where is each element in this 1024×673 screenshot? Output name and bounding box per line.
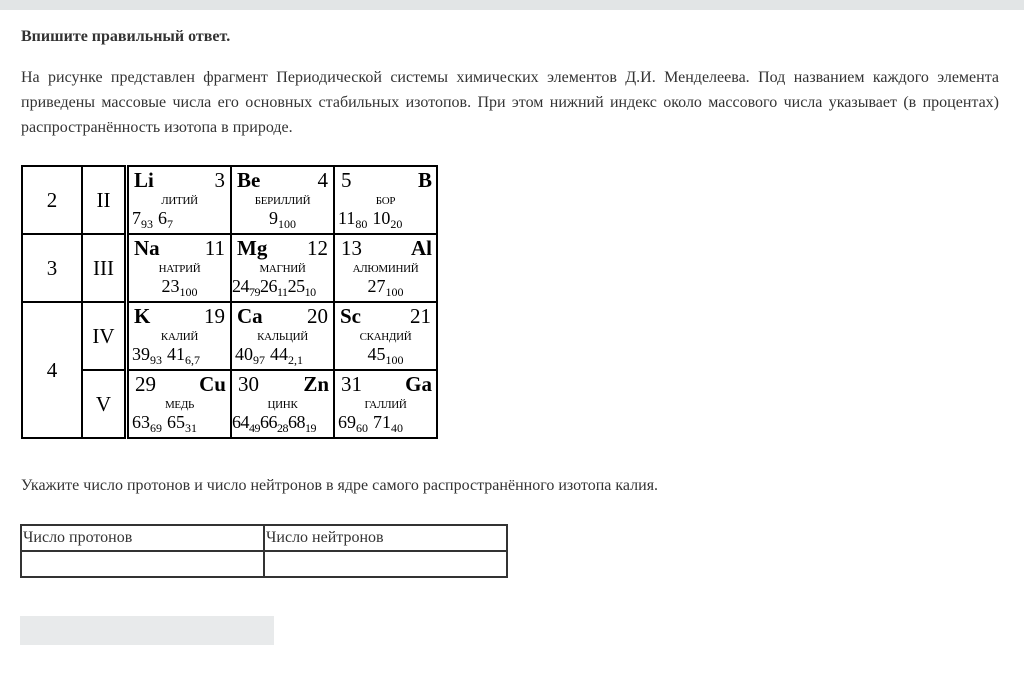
task-intro: На рисунке представлен фрагмент Периодической системы химических элементов Д.И. Менделеева. Под названием каждого элемента приведены массовые числа его основных стабильных изотопов. При этом нижний индекс около массового числа указывает (в процентах) распространённость изотопа в природе. (21, 69, 999, 136)
isotope-list (132, 344, 230, 368)
isotope (232, 276, 260, 299)
isotope (161, 276, 198, 299)
isotope-list (335, 276, 436, 300)
isotope-mass: 26 (260, 276, 277, 296)
row-cell: V (82, 370, 127, 438)
isotope-abundance: 11 (277, 285, 288, 299)
isotope-mass: 71 (373, 412, 391, 432)
isotope-mass: 39 (132, 344, 150, 364)
top-bar (0, 0, 1024, 10)
element-cell (334, 234, 437, 302)
isotope-mass: 68 (288, 412, 305, 432)
element-name: КАЛИЙ (160, 331, 199, 343)
isotope-mass: 40 (235, 344, 253, 364)
element-cell (127, 166, 232, 234)
element-name: БОР (375, 195, 396, 207)
isotope-list (232, 208, 333, 232)
isotope (287, 276, 316, 299)
atomic-number: 12 (307, 236, 328, 260)
isotope-mass: 44 (270, 344, 288, 364)
atomic-number: 20 (307, 304, 328, 328)
element-symbol: K (134, 304, 151, 328)
isotope (158, 208, 173, 231)
isotope-list (338, 412, 436, 436)
isotope-abundance: 7 (167, 217, 173, 231)
isotope-list (338, 208, 436, 232)
element-name: МАГНИЙ (259, 263, 306, 275)
isotope (373, 412, 403, 435)
isotope-abundance: 97 (253, 353, 265, 367)
element-cell (231, 166, 334, 234)
isotope-abundance: 40 (391, 421, 403, 435)
element-symbol: Ca (237, 304, 263, 328)
element-name: НАТРИЙ (158, 263, 201, 275)
isotope-mass: 25 (287, 276, 305, 296)
isotope (132, 208, 153, 231)
element-cell (127, 370, 232, 438)
neutrons-input[interactable] (266, 552, 510, 576)
element-name: АЛЮМИНИЙ (352, 263, 419, 275)
period-cell: 3 (22, 234, 82, 302)
protons-cell (21, 551, 264, 577)
isotope (167, 412, 197, 435)
answer-table (20, 524, 508, 578)
atomic-number: 31 (341, 372, 362, 396)
isotope-mass: 63 (132, 412, 150, 432)
element-name: СКАНДИЙ (359, 331, 412, 343)
isotope (132, 344, 162, 367)
isotope-abundance: 93 (150, 353, 162, 367)
element-name: МЕДЬ (164, 399, 195, 411)
atomic-number: 3 (214, 168, 225, 192)
isotope-mass: 65 (167, 412, 185, 432)
neutrons-header: Число нейтронов (264, 525, 507, 551)
element-name: ЦИНК (267, 399, 298, 411)
atomic-number: 21 (410, 304, 431, 328)
element-symbol: Ga (405, 372, 432, 396)
isotope-abundance: 19 (305, 421, 316, 435)
isotope-mass: 27 (367, 276, 386, 296)
isotope (132, 412, 162, 435)
isotope (269, 208, 296, 231)
isotope-mass: 69 (338, 412, 356, 432)
isotope-mass: 45 (367, 344, 386, 364)
element-symbol: Mg (237, 236, 268, 260)
isotope (288, 412, 316, 435)
isotope-list (132, 208, 230, 232)
isotope-abundance: 79 (249, 285, 260, 299)
isotope-mass: 24 (232, 276, 249, 296)
isotope-mass: 10 (372, 208, 391, 228)
isotope-abundance: 100 (278, 217, 296, 231)
element-cell (334, 302, 437, 370)
element-symbol: Al (411, 236, 432, 260)
element-symbol: Li (134, 168, 154, 192)
element-symbol: Be (237, 168, 261, 192)
isotope (260, 412, 288, 435)
isotope-abundance: 100 (179, 285, 198, 299)
isotope-abundance: 10 (304, 285, 316, 299)
isotope (338, 208, 368, 231)
isotope-list (232, 412, 333, 436)
element-symbol: Sc (340, 304, 361, 328)
isotope (338, 412, 368, 435)
period-cell: 4 (22, 302, 82, 438)
protons-input[interactable] (23, 552, 267, 576)
element-cell (127, 234, 232, 302)
isotope-mass: 23 (161, 276, 180, 296)
element-name: КАЛЬЦИЙ (257, 331, 308, 343)
isotope-list (232, 276, 333, 300)
question-text: Укажите число протонов и число нейтронов в ядре самого распространённого изотопа калия. (21, 477, 659, 494)
element-symbol: Zn (303, 372, 329, 396)
atomic-number: 30 (238, 372, 259, 396)
isotope (235, 344, 265, 367)
isotope (270, 344, 303, 367)
isotope-abundance: 93 (141, 217, 153, 231)
atomic-number: 4 (317, 168, 328, 192)
isotope-abundance: 2,1 (288, 353, 303, 367)
isotope-mass: 9 (269, 208, 278, 228)
isotope-list (335, 344, 436, 368)
submit-button[interactable] (20, 616, 274, 645)
isotope (367, 344, 404, 367)
isotope-mass: 66 (260, 412, 277, 432)
isotope-abundance: 28 (277, 421, 288, 435)
element-cell (334, 166, 437, 234)
isotope-mass: 7 (132, 208, 141, 228)
isotope-list (129, 276, 230, 300)
protons-header: Число протонов (21, 525, 264, 551)
isotope-list (132, 412, 230, 436)
isotope-mass: 11 (338, 208, 356, 228)
periodic-table-fragment (21, 165, 438, 439)
element-name: БЕРИЛЛИЙ (254, 195, 311, 207)
element-cell (231, 370, 334, 438)
isotope (232, 412, 260, 435)
isotope (260, 276, 288, 299)
isotope-abundance: 20 (390, 217, 403, 231)
isotope-abundance: 49 (249, 421, 260, 435)
isotope-abundance: 60 (356, 421, 368, 435)
atomic-number: 11 (204, 236, 225, 260)
isotope (372, 208, 403, 231)
isotope-abundance: 100 (385, 353, 404, 367)
isotope-mass: 64 (232, 412, 249, 432)
element-cell (127, 302, 232, 370)
isotope-list (235, 344, 333, 368)
element-symbol: Na (134, 236, 160, 260)
isotope-abundance: 69 (150, 421, 162, 435)
neutrons-cell (264, 551, 507, 577)
isotope-mass: 6 (158, 208, 167, 228)
atomic-number: 19 (204, 304, 225, 328)
isotope-abundance: 100 (385, 285, 404, 299)
atomic-number: 29 (135, 372, 156, 396)
isotope-mass: 41 (167, 344, 185, 364)
isotope (167, 344, 200, 367)
element-symbol: Cu (199, 372, 226, 396)
isotope-abundance: 80 (355, 217, 368, 231)
element-cell (334, 370, 437, 438)
row-cell: III (82, 234, 127, 302)
period-cell: 2 (22, 166, 82, 234)
atomic-number: 13 (341, 236, 362, 260)
task-heading: Впишите правильный ответ. (21, 28, 231, 45)
row-cell: II (82, 166, 127, 234)
element-cell (231, 234, 334, 302)
isotope-abundance: 6,7 (185, 353, 200, 367)
element-name: ГАЛЛИЙ (364, 399, 407, 411)
atomic-number: 5 (341, 168, 352, 192)
element-cell (231, 302, 334, 370)
isotope (367, 276, 404, 299)
row-cell: IV (82, 302, 127, 370)
element-name: ЛИТИЙ (161, 195, 198, 207)
element-symbol: B (417, 168, 432, 192)
isotope-abundance: 31 (185, 421, 197, 435)
